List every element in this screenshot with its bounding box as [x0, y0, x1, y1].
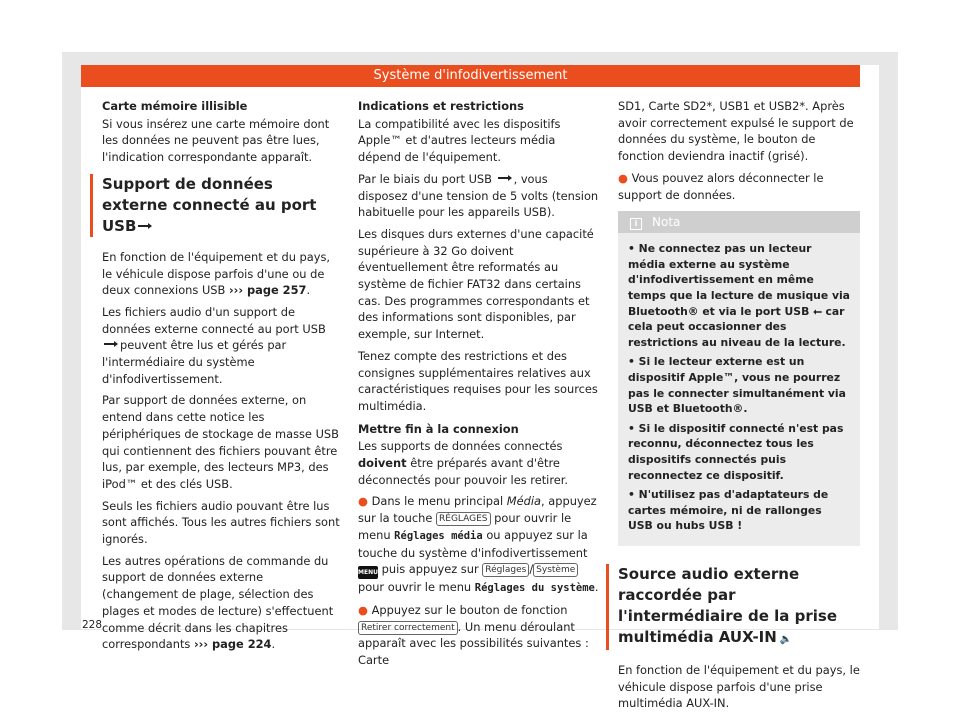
note-header — [618, 211, 860, 233]
heading-usb-text: Support de données externe connecté au port USB — [102, 174, 317, 235]
text: Vous pouvez alors déconnecter le support de données. — [618, 170, 824, 202]
text: Par le biais du port USB — [358, 171, 492, 186]
paragraph-restrictions: Tenez compte des restrictions et des consignes supplémentaires relatives aux caractéristiques requises pour les sources multimédia. — [358, 348, 598, 413]
text: pour ouvrir le menu — [358, 580, 472, 595]
text: Les autres opérations de commande du support de données externe (changement de plage, sélection des plages et modes de lecture) s'effectuent comme décrit dans les chapitres correspondants — [102, 553, 334, 652]
bullet-step-1: ● Dans le menu principal Média, appuyez sur la touche RÉGLAGES pour ouvrir le menu Réglages média ou appuyez sur la touche du système d'infodivertissement MENU puis appuyez sur Réglages / Système pour ouvrir le menu Réglages du système. — [358, 494, 599, 595]
paragraph-compat: La compatibilité avec les dispositifs Apple™ et d'autres lecteurs média dépend de l'équipement. — [358, 116, 561, 165]
heading-end-connection: Mettre fin à la connexion — [358, 421, 519, 436]
note-item: • Ne connectez pas un lecteur média externe au système d'infodivertissement en même temps que la lecture de musique via Bluetooth® et via le port USB ⭠ car cela peut occasionner des restrictions au niveau de la lecture. — [628, 242, 850, 349]
page-link-224[interactable]: ››› page 224 — [193, 637, 272, 652]
usb-icon — [498, 174, 512, 182]
text: , vous disposez d'une tension de 5 volts (tension habituelle pour les appareils USB). — [358, 171, 599, 220]
paragraph-usb-4: Seuls les fichiers audio pouvant être lus sont affichés. Tous les autres fichiers sont ignorés. — [102, 498, 340, 547]
text: être préparés avant d'être déconnectés pour pouvoir les retirer. — [358, 456, 569, 487]
bullet-icon: ● — [358, 494, 368, 509]
paragraph-usb-5: Les autres opérations de commande du support de données externe (changement de plage, sélection des plages et modes de lecture) s'effectuent comme décrit dans les chapitres correspondants ››› page 224. — [102, 553, 334, 652]
heading-aux-in — [606, 564, 862, 650]
page-link-257[interactable]: ››› page 257 — [228, 283, 307, 298]
bullet-step-2 — [358, 602, 600, 669]
note-title: Nota — [652, 215, 681, 230]
info-icon: i — [630, 218, 642, 230]
usb-icon — [138, 222, 152, 230]
text: Les supports de données connectés — [358, 439, 563, 454]
note-item: • Si le lecteur externe est un dispositif Apple™, vous ne pourrez pas le connecter simultanément via USB et Bluetooth®. — [628, 355, 846, 416]
menu-key-icon: MENU — [358, 566, 378, 579]
text: En fonction de l'équipement et du pays, le véhicule dispose parfois d'une ou de deux connexions USB — [102, 249, 331, 298]
text-media: Média — [506, 494, 542, 509]
menu-name-system-settings: Réglages du système — [474, 582, 595, 595]
text-bold: doivent — [358, 456, 407, 471]
page-header: Système d'infodivertissement — [81, 65, 860, 87]
paragraph-usb-3: Par support de données externe, on entend dans cette notice les périphériques de stockage de masse USB qui contiennent des fichiers pouvant être lus, par exemple, des lecteurs MP3, des iPod™ et des clés USB. — [102, 393, 339, 491]
text: . Un menu déroulant apparaît avec les possibilités suivantes : Carte — [358, 619, 589, 668]
note-item: • Si le dispositif connecté n'est pas reconnu, déconnectez tous les dispositifs connectés puis reconnectez ce dispositif. — [628, 421, 844, 482]
column-3 — [618, 98, 862, 717]
systeme-key: Système — [533, 563, 578, 577]
note-item: • N'utilisez pas d'adaptateurs de cartes mémoire, ni de rallonges USB ou hubs USB ! — [628, 488, 829, 533]
column-2 — [358, 98, 600, 674]
page-number: 228 — [82, 619, 103, 631]
text: Si le lecteur externe est un dispositif Apple™, vous ne pourrez pas le connecter simultanément via USB et Bluetooth®. — [628, 355, 846, 416]
aux-speaker-icon: 🔈 — [779, 633, 793, 645]
text: N'utilisez pas d'adaptateurs de cartes mémoire, ni de rallonges USB ou hubs USB ! — [628, 488, 829, 533]
paragraph-disks: Les disques durs externes d'une capacité supérieure à 32 Go doivent éventuellement être reformatés au système de fichier FAT32 dans certains cas. Des programmes correspondants et des informations sont disponibles, par exemple, sur Internet. — [358, 226, 594, 342]
heading-indications: Indications et restrictions — [358, 99, 524, 113]
usb-icon — [104, 340, 118, 348]
paragraph-continue: SD1, Carte SD2*, USB1 et USB2*. Après avoir correctement expulsé le support de données du système, le bouton de fonction deviendra inactif (grisé). — [618, 99, 854, 164]
paragraph-usb-1: En fonction de l'équipement et du pays, le véhicule dispose parfois d'une ou de deux connexions USB ››› page 257. — [102, 249, 331, 298]
text: peuvent être lus et gérés par l'intermédiaire du système d'infodivertissement. — [102, 338, 287, 386]
text: , appuyez sur la touche — [358, 494, 597, 526]
paragraph-voltage — [358, 171, 600, 221]
paragraph-aux: En fonction de l'équipement et du pays, le véhicule dispose parfois d'une prise multimédia AUX-IN. — [618, 662, 860, 711]
bullet-icon: ● — [618, 170, 628, 185]
column-1 — [102, 98, 342, 658]
heading-usb-support — [90, 174, 342, 237]
heading-aux-text: Source audio externe raccordée par l'intermédiaire de la prise multimédia AUX-IN — [618, 564, 838, 646]
note-box — [618, 211, 860, 546]
note-body — [618, 233, 860, 546]
text: Ne connectez pas un lecteur média externe au système d'infodivertissement en même temps que la lecture de musique via Bluetooth® et via le port USB ⭠ car cela peut occasionner des restrictions au niveau de la lecture. — [628, 242, 850, 349]
text: puis appuyez sur — [381, 562, 479, 577]
paragraph-end — [358, 438, 600, 488]
reglages-key: Réglages — [482, 563, 529, 577]
text: ou appuyez sur la touche du système d'infodivertissement — [358, 527, 588, 560]
heading-sd-unreadable: Carte mémoire illisible — [102, 99, 248, 113]
eject-key: Retirer correctement — [358, 621, 458, 635]
paragraph-sd: Si vous insérez une carte mémoire dont les données ne peuvent pas être lues, l'indication correspondante apparaît. — [102, 116, 330, 165]
menu-name-media-settings: Réglages média — [394, 529, 483, 542]
text: Les fichiers audio d'un support de données externe connecté au port USB — [102, 304, 326, 336]
paragraph-usb-2 — [102, 304, 342, 388]
text: Appuyez sur le bouton de fonction — [371, 602, 568, 617]
text: Si le dispositif connecté n'est pas reconnu, déconnectez tous les dispositifs connectés puis reconnectez ce dispositif. — [628, 421, 844, 482]
text: pour ouvrir le menu — [358, 511, 572, 542]
bullet-icon: ● — [358, 602, 368, 617]
bullet-disconnect — [618, 170, 862, 203]
settings-key: RÉGLAGES — [436, 512, 491, 526]
text: Dans le menu principal — [371, 494, 504, 509]
